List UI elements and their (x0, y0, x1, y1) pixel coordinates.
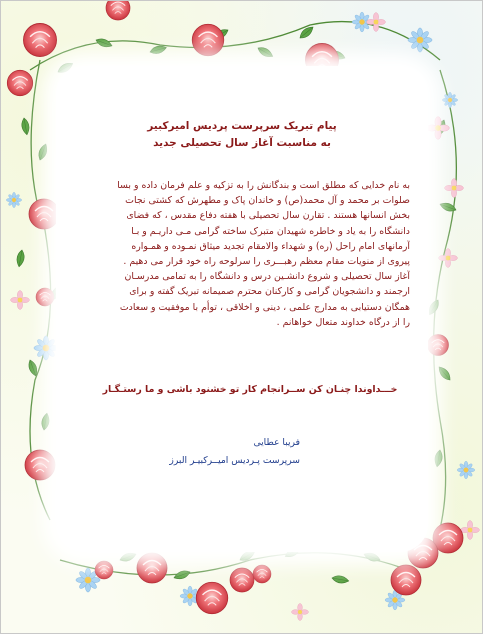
body-line: ارجمند و دانشجویان گرامی و کارکنان محترم صمیمانه تبریک گفته و برای (129, 286, 410, 298)
body-line: صلوات بر محمد و آل محمد(ص) و خاندان پاک و مطهرش که کشتی نجات (125, 195, 410, 207)
body-line: همگان دستیابی به مدارج علمی ، دینی و اخلاقی ، توأم با موفقیت و سعادت (119, 301, 410, 313)
body-line: آغاز سال تحصیلی و شروع دانشـین درس و دانشگاه را به تمامی مدرسـان (124, 271, 410, 283)
body-line: بخش انسانها هستند . تقارن سال تحصیلی با هفته دفاع مقدس ، که فضای (126, 210, 410, 222)
body-line: پیروی از منویات مقام معظم رهبـــری را سرلوحه راه خود قرار می دهیم . (123, 256, 410, 268)
body-line: را از درگاه خداوند متعال خواهانم . (276, 316, 410, 328)
body-line: به نام خدایی که مطلق است و بندگانش را به تزکیه و علم فرمان داده و بسا (117, 180, 410, 191)
letter-title: پیام تبریک سرپرست پردیس امیرکبیر (147, 120, 337, 132)
body-line: دانشگاه را به یاد و خاطره شهیدان متبرک ساخته گرامی مـی داریـم و بـا (131, 225, 410, 237)
letter-subtitle: به مناسبت آغاز سال تحصیلی جدید (153, 137, 331, 149)
closing-verse: خـــداوندا چنـان کن ســرانجام کار تو خشنود باشی و ما رستـگـار (102, 384, 398, 395)
body-line: آرمانهای امام راحل (ره) و شهداء والامقام تجدید میثاق نمـوده و همـواره (131, 240, 410, 252)
signer-name: فریبا عطایی (253, 437, 300, 448)
signer-title: سرپرست پـردیس امیــرکبیـر البرز (169, 455, 300, 466)
